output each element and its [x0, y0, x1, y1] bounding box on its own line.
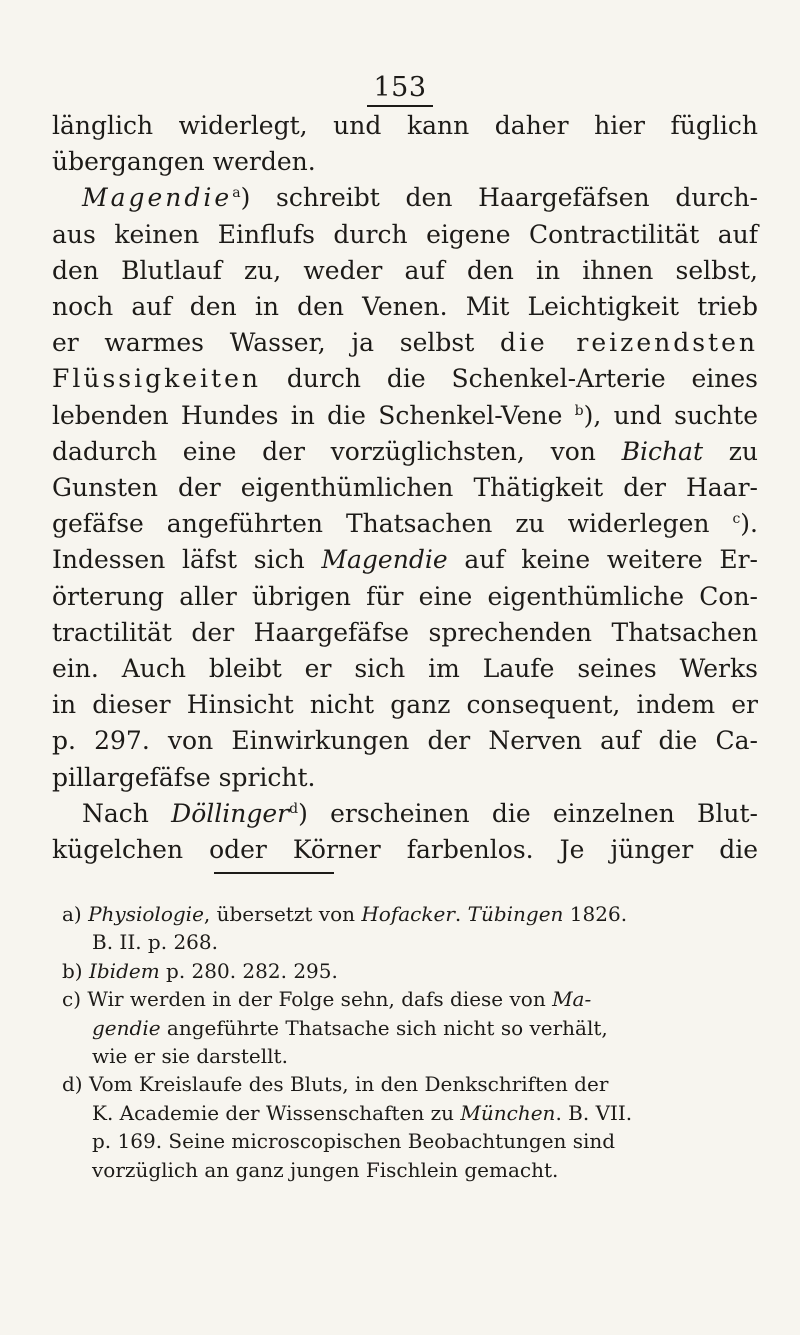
text-line: noch auf den in den Venen. Mit Leichtigkeit trieb	[52, 292, 758, 322]
spaced-text: Flüssigkeiten	[52, 364, 261, 394]
text-line: den Blutlauf zu, weder auf den in ihnen selbst,	[52, 255, 758, 285]
footnote-a	[62, 900, 750, 928]
text-line: aus keinen Einflufs durch eigene Contractilität auf	[52, 219, 758, 249]
text-span: p. 280. 282. 295.	[159, 958, 338, 983]
text-line: Gunsten der eigenthümlichen Thätigkeit der Haar-	[52, 473, 758, 503]
place-name: München	[460, 1100, 556, 1125]
place-name: Tübingen	[467, 902, 564, 926]
text-span: . B. VII.	[555, 1100, 633, 1125]
text-span: K. Academie der Wissenschaften zu	[92, 1100, 461, 1125]
text-line	[52, 325, 758, 361]
author-name: Döllinger	[171, 798, 290, 828]
text-line: kügelchen oder Körner farbenlos. Je jünger die	[52, 835, 758, 865]
footnote-line	[62, 1099, 750, 1127]
text-span: .	[454, 902, 468, 926]
footnotes	[62, 900, 750, 1184]
page-number: 153	[0, 72, 800, 103]
text-line: länglich widerlegt, und kann daher hier füglich	[52, 111, 758, 140]
text-line: pillargefäfse spricht.	[52, 762, 316, 792]
footnote-line: B. II. p. 268.	[92, 930, 218, 955]
body-text	[52, 108, 758, 868]
text-line	[52, 398, 758, 434]
text-line	[52, 796, 758, 832]
author-name: Hofacker	[361, 902, 455, 926]
text-span: 1826.	[563, 902, 628, 926]
text-span: b)	[62, 958, 89, 983]
text-line	[52, 361, 758, 397]
text-line: p. 297. von Einwirkungen der Nerven auf die Ca-	[52, 726, 758, 756]
author-name: Bichat	[621, 436, 703, 466]
text-span: a)	[62, 902, 89, 926]
footnote-ref: d	[289, 800, 299, 817]
text-span: c) Wir werden in der Folge sehn, dafs diese von	[62, 987, 553, 1012]
text-span: ) erscheinen die einzelnen Blut-	[298, 798, 758, 828]
footnote-line: vorzüglich an ganz jungen Fischlein gemacht.	[92, 1157, 559, 1182]
author-name: Ma-	[552, 987, 592, 1012]
text-span: Indessen läfst sich	[52, 545, 322, 575]
text-span: er warmes Wasser, ja selbst	[52, 328, 500, 358]
text-span: gefäfse angeführten Thatsachen zu widerlegen	[52, 509, 733, 539]
spaced-text: die reizendsten	[499, 328, 758, 358]
text-line: übergangen werden.	[52, 147, 316, 177]
footnote-ref: c	[732, 511, 741, 528]
text-line: tractilität der Haargefäfse sprechenden Thatsachen	[52, 617, 758, 647]
footnote-c	[62, 985, 750, 1013]
text-span: Nach	[82, 798, 172, 828]
text-span: durch die Schenkel-Arterie eines	[260, 364, 758, 394]
footnote-rule	[214, 872, 334, 874]
text-span: ).	[740, 509, 758, 539]
text-span: dadurch eine der vorzüglichsten, von	[52, 436, 622, 466]
text-line	[52, 506, 758, 542]
text-span: auf keine weitere Er-	[447, 545, 758, 575]
footnote-line: wie er sie darstellt.	[92, 1044, 288, 1069]
text-line: ein. Auch bleibt er sich im Laufe seines Werks	[52, 654, 758, 684]
text-line	[52, 434, 758, 470]
text-span: zu	[703, 436, 758, 466]
text-span: , übersetzt von	[203, 902, 362, 926]
footnote-line	[62, 1014, 750, 1042]
text-line	[52, 180, 758, 216]
footnote-line: p. 169. Seine microscopischen Beobachtungen sind	[92, 1129, 616, 1154]
author-name: Magendie	[82, 183, 233, 213]
footnote-b	[62, 957, 750, 985]
text-span: lebenden Hundes in die Schenkel-Vene	[52, 400, 575, 430]
text-line: in dieser Hinsicht nicht ganz consequent, indem er	[52, 690, 758, 720]
footnote-ref: a	[232, 185, 241, 202]
text-line: örterung aller übrigen für eine eigenthümliche Con-	[52, 581, 758, 611]
author-name: Magendie	[321, 545, 448, 575]
text-span: angeführte Thatsache sich nicht so verhält,	[160, 1015, 608, 1040]
author-name: gendie	[92, 1015, 161, 1040]
footnote-ref: b	[574, 402, 584, 419]
footnote-d: d) Vom Kreislaufe des Bluts, in den Denkschriften der	[62, 1072, 609, 1097]
text-span: ), und suchte	[583, 400, 758, 430]
ibidem: Ibidem	[88, 958, 160, 983]
text-line	[52, 542, 758, 578]
book-title: Physiologie	[88, 902, 204, 926]
text-span: ) schreibt den Haargefäfsen durch-	[240, 183, 758, 213]
